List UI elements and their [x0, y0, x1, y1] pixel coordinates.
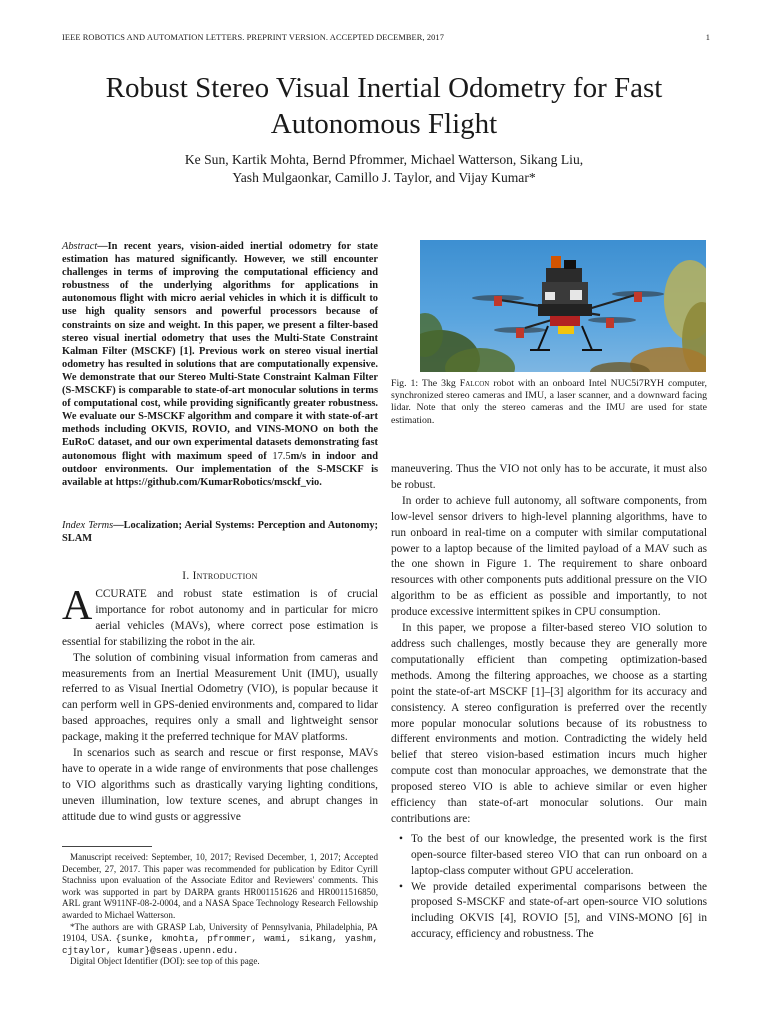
title-line-1: Robust Stereo Visual Inertial Odometry for Fast: [105, 72, 663, 104]
abstract-end: .: [319, 476, 322, 488]
figure-1-caption: [391, 378, 707, 427]
footnotes: [62, 852, 378, 968]
abstract-text: —In recent years, vision-aided inertial odometry for state estimation has matured significantly. However, we still encounter challenges in terms of improving the computational efficiency and robustness of the underlying algorithms for applications in autonomous flight with micro aerial vehicles in which it is difficult to use high quality sensors and powerful processors because of constraints on size and weight. In this paper, we present a filter-based stereo visual inertial odometry that uses the Multi-State Constraint Kalman Filter (MSCKF) [1]. Previous work on stereo visual inertial odometry has resulted in solutions that are computationally expensive. We demonstrate that our Stereo Multi-State Constraint Kalman Filter (S-MSCKF) is comparable to state-of-art monocular solutions in terms of computational cost, while providing significantly greater robustness. We evaluate our S-MSCKF algorithm and compare it with state-of-art methods including OKVIS, ROVIO, and VINS-MONO on both the EuRoC dataset, and our own experimental datasets demonstrating fast autonomous flight with maximum speed of: [62, 241, 378, 462]
footnote-manuscript: Manuscript received: September, 10, 2017; Revised December, 1, 2017; Accepted December, 27, 2017. This paper was recommended for publication by Editor Cyrill Stachniss upon evaluation of the Associate Editor and Reviewers' comments. This work was supported in part by DARPA grants HR001151626 and HR0011516850, ARL grant W911NF-08-2-0004, and a NASA Space Technology Research Fellowship awarded to Michael Watterson.: [62, 852, 378, 920]
list-item: • To the best of our knowledge, the presented work is the first open-source filter-based stereo VIO that can run onboard on a laptop-class computer without GPU acceleration.: [391, 832, 707, 880]
intro-left-column: [62, 583, 378, 826]
intro-paragraph-5: In order to achieve full autonomy, all software components, from low-level sensor drivers to high-level planning algorithms, have to run onboard in real-time on a computer with similar computational power to a laptop because of the limited payload of a MAV such as the one shown in Figure 1. The requirement to share onboard resources with other components puts additional pressure on the VIO algorithm to be as efficient as possible and importantly, to not produce excessive intermittent spikes in CPU consumption.: [391, 494, 707, 619]
running-head: [62, 33, 710, 42]
title-line-2: Autonomous Flight: [270, 108, 498, 140]
drop-cap: A: [62, 583, 93, 629]
code-url-link[interactable]: https://github.com/KumarRobotics/msckf_vio: [115, 476, 320, 488]
intro-right-column: [391, 462, 707, 943]
section-heading-introduction: I. Introduction: [182, 570, 258, 582]
paper-title: [40, 70, 728, 142]
intro-paragraph-2: The solution of combining visual information from cameras and measurements from an Inertial Measurement Unit (IMU), usually referred to as Visual Inertial Odometry (VIO), is popular because it can perform well in GPS-denied environments and, compared to lidar based approaches, requires only a small and lightweight sensor package, making it the preferred technique for MAV platforms.: [62, 651, 378, 744]
intro-p1-text: CCURATE and robust state estimation is of crucial importance for robot autonomy and in particular for micro aerial vehicles (MAVs), where correct pose estimation is essential for stabilizing the robot in the air.: [62, 588, 378, 648]
footnote-affiliation-text: *The authors are with GRASP Lab, University of Pennsylvania, Philadelphia, PA 19104, USA.: [62, 921, 378, 944]
page-number: 1: [705, 33, 710, 42]
index-terms-label: Index Terms: [62, 520, 114, 531]
intro-paragraph-4: maneuvering. Thus the VIO not only has to be accurate, it must also be robust.: [391, 463, 707, 491]
intro-paragraph-3: In scenarios such as search and rescue or first response, MAVs have to operate in a wide range of environments that pose challenges to VIO algorithms such as drastically varying lighting conditions, uneven illumination, low texture scenes, and abrupt changes in attitude due to wind gusts or aggressive: [62, 747, 378, 823]
caption-robot-name: Falcon: [459, 378, 490, 389]
figure-1-drone-photo: [420, 240, 706, 372]
author-line-2: Yash Mulgaonkar, Camillo J. Taylor, and Vijay Kumar*: [232, 170, 536, 185]
contributions-list: [391, 832, 707, 943]
footnote-emails: {sunke, kmohta, pfrommer, wami, sikang, yashm, cjtaylor, kumar}@seas.upenn.edu.: [62, 933, 378, 956]
index-terms-text: —Localization; Aerial Systems: Perception and Autonomy; SLAM: [62, 520, 379, 545]
abstract-label: Abstract: [62, 241, 98, 252]
footnote-doi: Digital Object Identifier (DOI): see top of this page.: [70, 956, 260, 967]
footnote-divider: [62, 846, 152, 847]
list-item: • We provide detailed experimental comparisons between the proposed S-MSCKF and state-of-art open-source VIO solutions including OKVIS [4], ROVIO [5], and VINS-MONO [6] in accuracy, efficiency and robustness. The: [391, 880, 707, 944]
caption-rest: robot with an onboard Intel NUC5i7RYH computer, synchronized stereo cameras and IMU, a laser scanner, and a downward facing lidar. Note that only the stereo cameras and the IMU are used for state estimation.: [391, 378, 707, 426]
intro-paragraph-6: In this paper, we propose a filter-based stereo VIO solution to address such challenges, mostly because they are generally more computationally efficient than competing optimization-based methods. Among the filtering approaches, we choose as a starting point the state-of-art MSCKF [1]–[3] algorithm for its accuracy and consistency. A stereo configuration is preferred over the recently more popular monocular solutions because of its robustness to different environments and motion. Contradicting the widely held belief that stereo vision-based estimation incurs much higher compute cost than monocular approaches, we demonstrate that the proposed stereo VIO is able to achieve similar or even higher efficiency than state-of-art monocular solutions. Our main contributions are:: [391, 622, 707, 825]
index-terms: [62, 519, 378, 545]
intro-paragraph-1: [62, 583, 378, 651]
abstract-text-cont: m/s in indoor and outdoor environments. Our implementation of the S-MSCKF is available at: [62, 450, 378, 488]
journal-name: IEEE ROBOTICS AND AUTOMATION LETTERS. PREPRINT VERSION. ACCEPTED DECEMBER, 2017: [62, 33, 445, 42]
author-line-1: Ke Sun, Kartik Mohta, Bernd Pfrommer, Michael Watterson, Sikang Liu,: [184, 152, 584, 167]
footnote-affiliation: [62, 922, 378, 957]
abstract: [62, 240, 378, 489]
drone-photo-illustration: [420, 240, 706, 372]
author-list: [60, 151, 708, 187]
caption-prefix: Fig. 1: The 3kg: [391, 378, 460, 389]
abstract-speed: 17.5: [272, 450, 291, 462]
